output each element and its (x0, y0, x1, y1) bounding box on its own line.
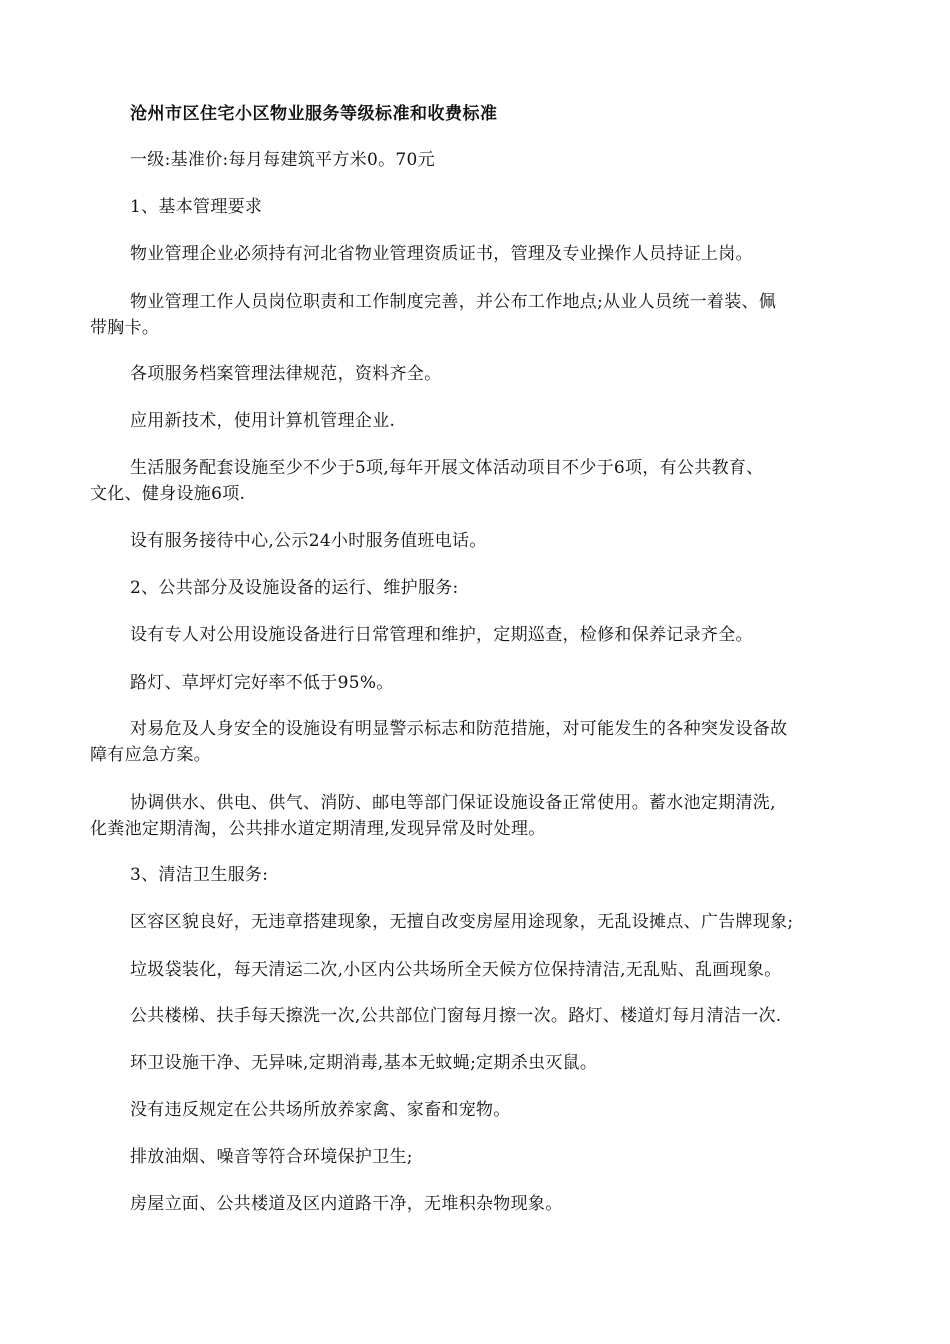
paragraph-continuation: 障有应急方案。 (90, 745, 212, 765)
paragraph: 应用新技术，使用计算机管理企业. (130, 411, 396, 431)
paragraph: 没有违反规定在公共场所放养家禽、家畜和宠物。 (130, 1100, 511, 1120)
paragraph: 公共楼梯、扶手每天擦洗一次,公共部位门窗每月擦一次。路灯、楼道灯每月清洁一次. (130, 1006, 782, 1026)
paragraph: 垃圾袋装化，每天清运二次,小区内公共场所全天候方位保持清洁,无乱贴、乱画现象。 (130, 960, 782, 980)
paragraph: 设有服务接待中心,公示24小时服务值班电话。 (130, 531, 487, 551)
paragraph: 生活服务配套设施至少不少于5项,每年开展文体活动项目不少于6项，有公共教育、 (130, 458, 764, 478)
paragraph: 物业管理工作人员岗位职责和工作制度完善，并公布工作地点;从业人员统一着装、佩 (130, 292, 777, 312)
paragraph: 各项服务档案管理法律规范，资料齐全。 (130, 364, 442, 384)
paragraph: 区容区貌良好，无违章搭建现象，无擅自改变房屋用途现象，无乱设摊点、广告牌现象; (130, 912, 794, 932)
paragraph: 对易危及人身安全的设施设有明显警示标志和防范措施，对可能发生的各种突发设备故 (130, 719, 788, 739)
paragraph-continuation: 带胸卡。 (90, 318, 160, 338)
paragraph: 设有专人对公用设施设备进行日常管理和维护，定期巡查，检修和保养记录齐全。 (130, 625, 753, 645)
paragraph: 物业管理企业必须持有河北省物业管理资质证书，管理及专业操作人员持证上岗。 (130, 244, 753, 264)
paragraph: 路灯、草坪灯完好率不低于95%。 (130, 673, 394, 693)
paragraph-grade-price: 一级:基准价:每月每建筑平方米0。70元 (130, 150, 435, 170)
section-heading-basic-management: 1、基本管理要求 (130, 197, 263, 217)
paragraph-continuation: 文化、健身设施6项. (90, 484, 246, 504)
section-heading-public-facilities: 2、公共部分及设施设备的运行、维护服务: (130, 578, 459, 598)
paragraph: 排放油烟、噪音等符合环境保护卫生; (130, 1147, 413, 1167)
paragraph: 房屋立面、公共楼道及区内道路干净，无堆积杂物现象。 (130, 1194, 563, 1214)
document-title: 沧州市区住宅小区物业服务等级标准和收费标准 (130, 104, 498, 124)
section-heading-cleaning: 3、清洁卫生服务: (130, 865, 269, 885)
paragraph: 协调供水、供电、供气、消防、邮电等部门保证设施设备正常使用。蓄水池定期清洗, (130, 793, 776, 813)
paragraph-continuation: 化粪池定期清淘，公共排水道定期清理,发现异常及时处理。 (90, 819, 546, 839)
paragraph: 环卫设施干净、无异味,定期消毒,基本无蚊蝇;定期杀虫灭鼠。 (130, 1053, 598, 1073)
